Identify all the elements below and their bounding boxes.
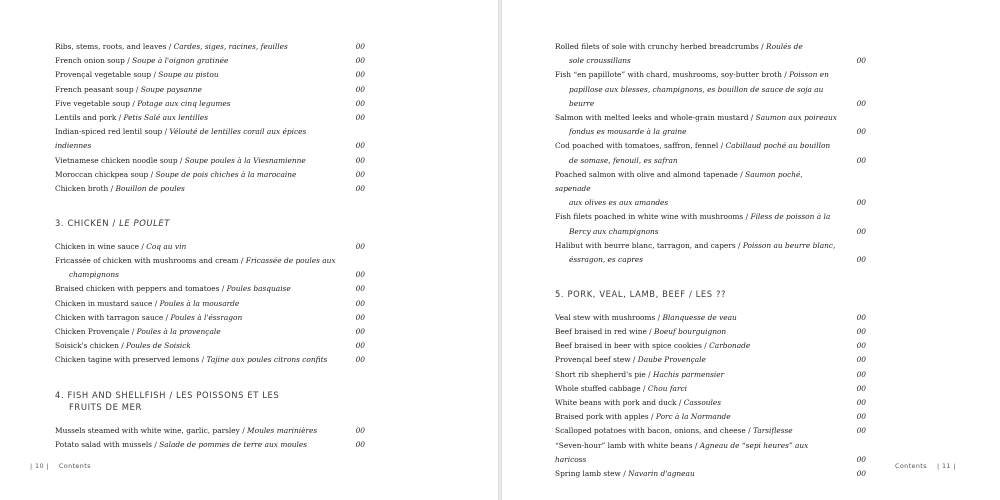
entry-title-english: Beef braised in beer with spice cookies	[555, 341, 702, 351]
entry-separator: /	[646, 326, 655, 336]
entry-title-french: Cardes, siges, racines, feuilles	[173, 42, 288, 51]
page-number: | 11 |	[936, 462, 956, 470]
entry-separator: /	[108, 184, 116, 194]
entry-title-english: Chicken broth	[55, 184, 109, 194]
entry-separator: /	[718, 141, 726, 151]
toc-entry	[55, 297, 365, 311]
entry-title-english: Provençal vegetable soup	[55, 70, 152, 80]
entry-title-french: Vélouté de lentilles corail aux épices indiennes	[55, 127, 307, 151]
entry-title-english: Vietnamese chicken noodle soup	[55, 155, 178, 165]
entry-title-french: Poules à la provençale	[136, 326, 221, 336]
section-label-line-2: FRUITS DE MER	[69, 402, 142, 413]
entry-separator: /	[118, 341, 127, 351]
entry-page-number: 00	[355, 56, 365, 66]
entry-page-number: 00	[355, 141, 365, 151]
entry-separator: /	[781, 70, 790, 80]
section-label-line-1: 4. FISH AND SHELLFISH / LES POISSONS ET LES	[55, 389, 280, 400]
soup-list	[55, 40, 365, 196]
toc-entry	[555, 396, 866, 410]
toc-entry	[55, 111, 365, 125]
entry-page-number: 00	[355, 270, 365, 280]
toc-entry	[55, 339, 365, 353]
toc-entry	[55, 182, 365, 196]
entry-page-number: 00	[355, 113, 365, 123]
fish-list	[55, 424, 365, 452]
entry-title-french: Salade de pommes de terre aux moules	[159, 439, 308, 449]
entry-title-french: Poisson au beurre blanc,	[742, 240, 836, 250]
entry-separator: /	[758, 42, 767, 51]
entry-title-french: Bouillon de poules	[115, 184, 185, 194]
entry-separator: /	[166, 42, 174, 51]
entry-separator: /	[219, 284, 227, 294]
right-footer	[885, 462, 956, 470]
entry-title-french: Chou farci	[647, 383, 687, 393]
section-heading-meat	[555, 288, 866, 301]
entry-title-french-continued: fondus es mousarde à la graine	[569, 127, 687, 137]
entry-page-number: 00	[355, 341, 365, 351]
entry-page-number: 00	[355, 241, 365, 251]
section-heading-fish	[55, 389, 365, 414]
entry-page-number: 00	[856, 397, 866, 407]
entry-title-french-continued: Bercy aux champignons	[569, 226, 659, 236]
toc-entry	[555, 139, 866, 167]
entry-title-french: Poules à l'éssragon	[170, 312, 243, 322]
entry-title-english: Fricassée of chicken with mushrooms and cream	[55, 255, 239, 265]
entry-separator: /	[129, 98, 138, 108]
entry-separator: /	[129, 326, 137, 336]
entry-title-english: Spring lamb stew	[555, 468, 621, 478]
entry-separator: /	[676, 397, 684, 407]
toc-entry	[555, 210, 866, 238]
entry-page-number: 00	[856, 56, 866, 66]
entry-title-french-continued: papillose aux blesses, champignons, es bouillon de sauce de soja au beurre	[569, 84, 824, 108]
entry-title-english: Chicken Provençale	[55, 326, 130, 336]
left-page	[0, 0, 498, 500]
entry-title-english: Halibut with beurre blanc, tarragon, and capers	[555, 240, 736, 250]
entry-separator: /	[737, 169, 746, 179]
entry-title-french: Boeuf bourguignon	[654, 326, 727, 336]
toc-entry	[55, 282, 365, 296]
entry-page-number: 00	[856, 226, 866, 236]
toc-entry	[55, 424, 365, 438]
entry-title-french: Cassoules	[683, 397, 722, 407]
chicken-list	[55, 240, 365, 368]
toc-entry	[555, 339, 866, 353]
entry-title-french: Navarin d'agneau	[628, 468, 695, 478]
entry-separator: /	[640, 383, 648, 393]
section-label: 3. CHICKEN /	[55, 218, 120, 229]
toc-entry	[555, 239, 866, 267]
toc-entry	[555, 382, 866, 396]
entry-title-french-continued: champignons	[69, 270, 119, 280]
entry-title-french: Moules marinières	[247, 425, 318, 435]
entry-title-french: Poules de Soisick	[126, 341, 191, 351]
entry-title-french: Porc à la Normande	[655, 412, 731, 422]
entry-separator: /	[163, 312, 171, 322]
entry-title-english: Provençal beef stew	[555, 355, 631, 365]
entry-page-number: 00	[355, 169, 365, 179]
entry-title-english: Moroccan chickpea soup	[55, 169, 149, 179]
section-label: 5. PORK, VEAL, LAMB, BEEF / LES ??	[555, 289, 727, 300]
entry-title-english: Veal stew with mushrooms	[555, 312, 656, 322]
entry-page-number: 00	[856, 426, 866, 436]
entry-title-french: Tarsiflesse	[752, 426, 793, 436]
entry-page-number: 00	[856, 341, 866, 351]
entry-title-french: Poisson en	[789, 70, 829, 80]
right-page	[502, 0, 1000, 500]
entry-separator: /	[648, 412, 656, 422]
entry-title-english: French onion soup	[55, 56, 125, 66]
right-contents-column	[555, 40, 866, 481]
toc-entry	[555, 168, 866, 211]
entry-page-number: 00	[355, 439, 365, 449]
left-footer	[30, 462, 101, 470]
entry-title-english: Rolled filets of sole with crunchy herbed breadcrumbs	[555, 42, 759, 51]
entry-title-french: Petis Salé aux lentilles	[123, 113, 208, 123]
toc-entry	[555, 311, 866, 325]
toc-entry	[55, 311, 365, 325]
entry-title-french: Daube Provençale	[637, 355, 706, 365]
entry-separator: /	[745, 426, 753, 436]
entry-page-number: 00	[355, 326, 365, 336]
entry-page-number: 00	[355, 284, 365, 294]
entry-title-english: “Seven-hour” lamb with white beans	[555, 440, 693, 450]
toc-entry	[55, 40, 365, 54]
entry-page-number: 00	[355, 425, 365, 435]
entry-page-number: 00	[355, 84, 365, 94]
entry-title-french-continued: éssragon, es capres	[569, 255, 644, 265]
entry-separator: /	[645, 369, 654, 379]
toc-entry	[555, 353, 866, 367]
entry-title-english: Poached salmon with olive and almond tapenade	[555, 169, 738, 179]
toc-entry	[55, 438, 365, 452]
entry-page-number: 00	[856, 326, 866, 336]
entry-page-number: 00	[856, 369, 866, 379]
entry-title-french: Roulés de	[766, 42, 803, 51]
entry-page-number: 00	[355, 70, 365, 80]
entry-title-french-continued: sole croussillans	[569, 56, 631, 66]
entry-page-number: 00	[355, 184, 365, 194]
entry-page-number: 00	[856, 468, 866, 478]
entry-separator: /	[630, 355, 638, 365]
entry-title-french: Potage aux cinq legumes	[137, 98, 231, 108]
entry-separator: /	[620, 468, 629, 478]
entry-separator: /	[655, 312, 663, 322]
toc-entry	[555, 439, 866, 467]
page-number: | 10 |	[30, 462, 49, 470]
entry-separator: /	[735, 240, 743, 250]
entry-page-number: 00	[355, 298, 365, 308]
entry-title-french: Filess de poisson à la	[750, 212, 831, 222]
entry-page-number: 00	[355, 155, 365, 165]
entry-page-number: 00	[856, 355, 866, 365]
toc-entry	[555, 424, 866, 438]
entry-title-english: Five vegetable soup	[55, 98, 130, 108]
entry-separator: /	[133, 84, 141, 94]
entry-title-french: Carbonade	[709, 341, 751, 351]
entry-title-english: Mussels steamed with white wine, garlic, parsley	[55, 425, 240, 435]
entry-title-english: Ribs, stems, roots, and leaves	[55, 42, 167, 51]
entry-title-english: Whole stuffed cabbage	[555, 383, 641, 393]
entry-title-french: Hachis parmensier	[653, 369, 725, 379]
toc-entry	[555, 68, 866, 111]
entry-page-number: 00	[355, 312, 365, 322]
entry-page-number: 00	[856, 383, 866, 393]
toc-entry	[55, 68, 365, 82]
entry-page-number: 00	[856, 98, 866, 108]
entry-separator: /	[692, 440, 700, 450]
entry-title-english: Fish filets poached in white wine with mushrooms	[555, 212, 744, 222]
left-contents-column	[55, 40, 365, 452]
toc-entry	[55, 97, 365, 111]
entry-separator: /	[116, 113, 124, 123]
entry-title-french: Cabillaud poché au bouillon	[725, 141, 831, 151]
entry-title-english: Scalloped potatoes with bacon, onions, and cheese	[555, 426, 746, 436]
section-label-fr: LE POULET	[119, 218, 170, 229]
entry-separator: /	[139, 241, 147, 251]
entry-title-english: White beans with pork and duck	[555, 397, 677, 407]
toc-entry	[55, 254, 365, 282]
entry-page-number: 00	[856, 412, 866, 422]
toc-entry	[55, 240, 365, 254]
entry-title-english: Indian-spiced red lentil soup	[55, 127, 163, 137]
fish-list-continued	[555, 40, 866, 267]
entry-title-english: Lentils and pork	[55, 113, 117, 123]
toc-entry	[555, 410, 866, 424]
entry-title-english: Chicken in wine sauce	[55, 241, 139, 251]
toc-entry	[55, 125, 365, 153]
toc-entry	[555, 467, 866, 481]
entry-title-english: Fish “en papillote” with chard, mushrooms, soy-butter broth	[555, 70, 782, 80]
entry-page-number: 00	[355, 98, 365, 108]
entry-separator: /	[743, 212, 751, 222]
toc-entry	[555, 40, 866, 68]
entry-title-english: Chicken in mustard sauce	[55, 298, 153, 308]
entry-title-french: Tajine aux poules citrons confits	[206, 355, 328, 365]
footer-label: Contents	[58, 462, 91, 470]
entry-separator: /	[701, 341, 710, 351]
entry-title-french: Soupe poules à la Viesnamienne	[184, 155, 306, 165]
entry-title-french: Blanquesse de veau	[662, 312, 737, 322]
entry-separator: /	[748, 113, 756, 123]
entry-page-number: 00	[856, 312, 866, 322]
entry-page-number: 00	[856, 255, 866, 265]
entry-separator: /	[239, 425, 248, 435]
entry-page-number: 00	[856, 454, 866, 464]
toc-entry	[555, 368, 866, 382]
entry-page-number: 00	[856, 127, 866, 137]
entry-title-english: Cod poached with tomatoes, saffron, fennel	[555, 141, 719, 151]
entry-title-english: French peasant soup	[55, 84, 134, 94]
entry-title-english: Salmon with melted leeks and whole-grain mustard	[555, 113, 749, 123]
entry-page-number: 00	[856, 198, 866, 208]
entry-title-french: Fricassée de poules aux	[245, 255, 336, 265]
entry-separator: /	[151, 439, 160, 449]
entry-title-english: Braised pork with apples	[555, 412, 649, 422]
toc-entry	[55, 353, 365, 367]
entry-title-english: Beef braised in red wine	[555, 326, 647, 336]
entry-title-french: Coq au vin	[146, 241, 187, 251]
entry-title-english: Soisick's chicken	[55, 341, 119, 351]
entry-separator: /	[152, 298, 160, 308]
entry-title-french: Poules à la mousarde	[159, 298, 240, 308]
entry-separator: /	[151, 70, 159, 80]
meat-list	[555, 311, 866, 481]
section-heading-chicken	[55, 217, 365, 230]
toc-entry	[55, 168, 365, 182]
entry-title-french: Soupe de pois chiches à la marocaine	[155, 169, 297, 179]
toc-entry	[55, 54, 365, 68]
toc-entry	[55, 83, 365, 97]
entry-page-number: 00	[355, 355, 365, 365]
entry-title-french: Agneau de “sepi heures” aux haricoss	[555, 440, 809, 464]
footer-label: Contents	[895, 462, 927, 470]
toc-entry	[555, 325, 866, 339]
entry-title-french: Saumon aux poireaux	[755, 113, 837, 123]
toc-entry	[55, 325, 365, 339]
entry-title-french: Soupe au pistou	[158, 70, 219, 80]
entry-title-french: Soupe paysanne	[140, 84, 202, 94]
entry-page-number: 00	[856, 155, 866, 165]
entry-title-french-continued: de somase, fenouil, es safran	[569, 155, 678, 165]
entry-title-french: Saumon poché, sapenade	[555, 169, 803, 194]
entry-separator: /	[162, 127, 170, 137]
entry-separator: /	[177, 155, 185, 165]
entry-title-french: Soupe à l'oignon gratinée	[132, 56, 229, 66]
toc-entry	[55, 154, 365, 168]
entry-title-english: Chicken tagine with preserved lemons	[55, 355, 200, 365]
entry-separator: /	[148, 169, 156, 179]
toc-entry	[555, 111, 866, 139]
entry-title-english: Short rib shepherd's pie	[555, 369, 646, 379]
entry-title-french-continued: aux olives es aux amandes	[569, 198, 669, 208]
entry-separator: /	[238, 255, 246, 265]
entry-separator: /	[199, 355, 207, 365]
entry-separator: /	[124, 56, 133, 66]
entry-title-french: Poules basquaise	[226, 284, 291, 294]
entry-page-number: 00	[355, 42, 365, 51]
entry-title-english: Braised chicken with peppers and tomatoes	[55, 284, 220, 294]
entry-title-english: Potato salad with mussels	[55, 439, 152, 449]
entry-title-english: Chicken with tarragon sauce	[55, 312, 164, 322]
